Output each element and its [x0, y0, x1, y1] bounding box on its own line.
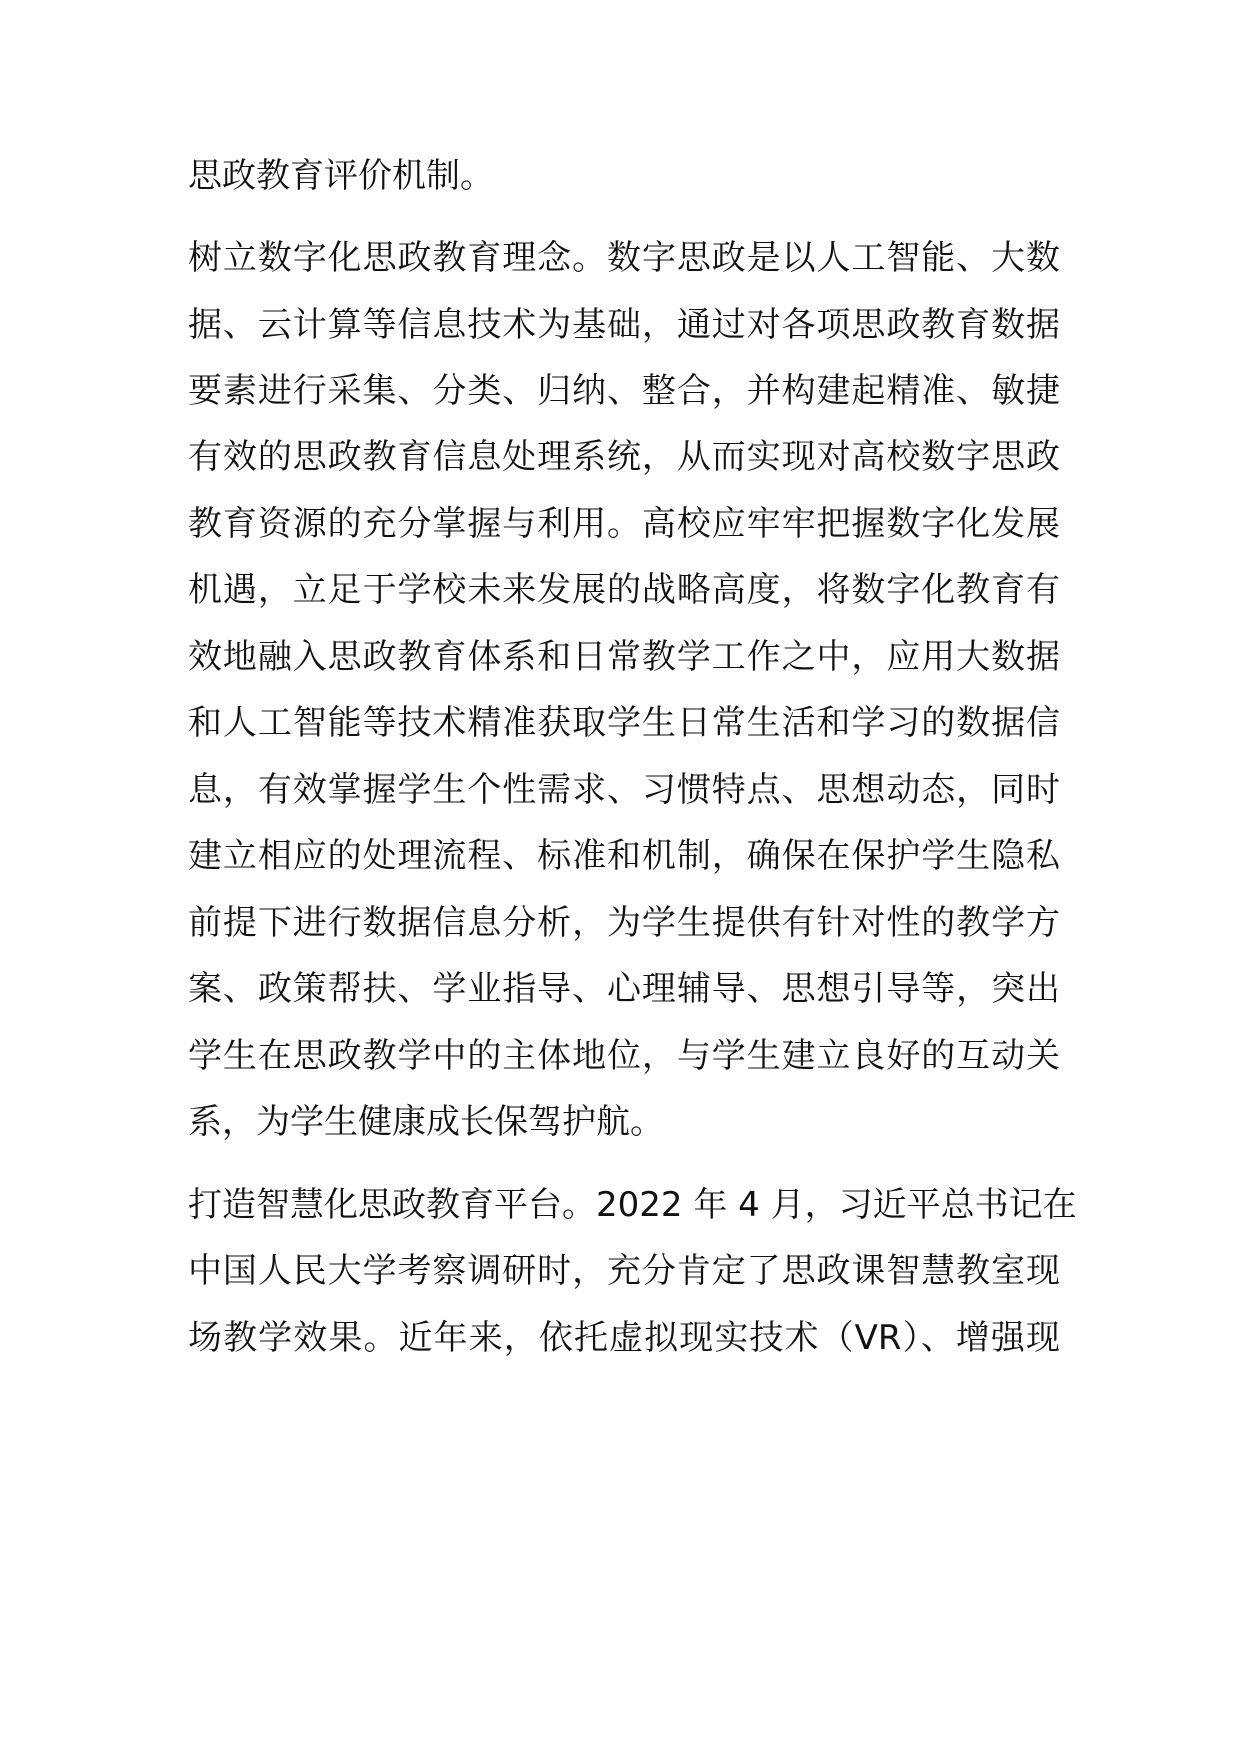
text-line: 打造智慧化思政教育平台。2022 年 4 月，习近平总书记在 — [188, 1185, 1077, 1225]
text-line: 教育资源的充分掌握与利用。高校应牢牢把握数字化发展 — [188, 504, 1060, 544]
text-line: 系，为学生健康成长保驾护航。 — [188, 1102, 664, 1142]
text-line: 机遇，立足于学校未来发展的战略高度，将数字化教育有 — [188, 570, 1060, 610]
text-line: 学生在思政教学中的主体地位，与学生建立良好的互动关 — [188, 1036, 1060, 1076]
text-line: 场教学效果。近年来，依托虚拟现实技术（VR）、增强现 — [188, 1318, 1060, 1358]
text-line: 思政教育评价机制。 — [188, 156, 494, 196]
text-line: 有效的思政教育信息处理系统，从而实现对高校数字思政 — [188, 437, 1060, 477]
text-line: 案、政策帮扶、学业指导、心理辅导、思想引导等，突出 — [188, 969, 1060, 1009]
text-line: 效地融入思政教育体系和日常教学工作之中，应用大数据 — [188, 637, 1060, 677]
text-line: 和人工智能等技术精准获取学生日常生活和学习的数据信 — [188, 703, 1060, 743]
text-line: 树立数字化思政教育理念。数字思政是以人工智能、大数 — [188, 238, 1060, 278]
text-line: 息，有效掌握学生个性需求、习惯特点、思想动态，同时 — [188, 770, 1060, 810]
text-line: 要素进行采集、分类、归纳、整合，并构建起精准、敏捷 — [188, 371, 1060, 411]
text-line: 建立相应的处理流程、标准和机制，确保在保护学生隐私 — [188, 836, 1060, 876]
text-line: 前提下进行数据信息分析，为学生提供有针对性的教学方 — [188, 903, 1060, 943]
text-line: 中国人民大学考察调研时，充分肯定了思政课智慧教室现 — [188, 1251, 1060, 1291]
text-line: 据、云计算等信息技术为基础，通过对各项思政教育数据 — [188, 305, 1060, 345]
